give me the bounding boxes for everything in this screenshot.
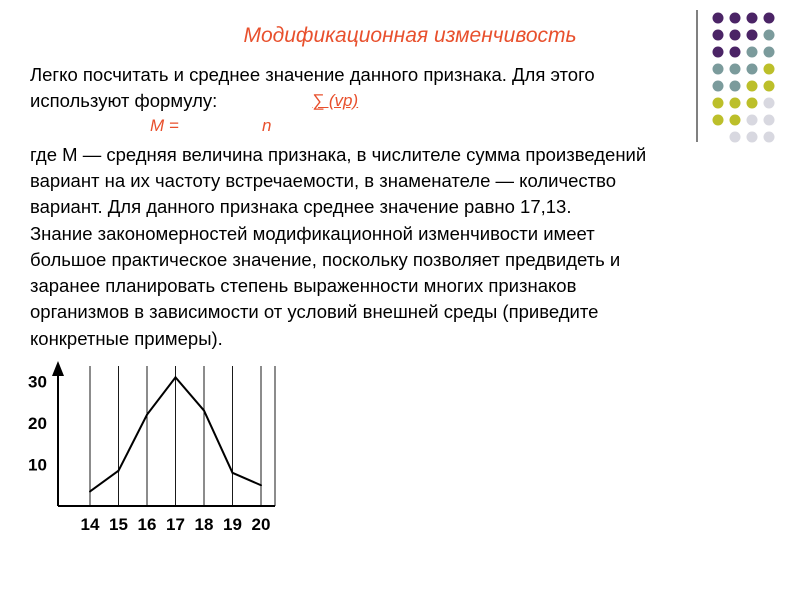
x-tick-label-18: 18 <box>194 515 214 534</box>
data-point-14 <box>89 490 91 492</box>
text-line-9: организмов в зависимости от условий внешней среды (приведите <box>30 301 599 322</box>
x-tick-label-20: 20 <box>251 515 271 534</box>
y-tick-label-20: 20 <box>28 414 47 433</box>
formula-lhs: M = <box>150 116 179 135</box>
y-tick-label-10: 10 <box>28 455 47 475</box>
formula-numerator: ∑ (vp) <box>312 91 359 110</box>
slide-title: Модификационная изменчивость <box>243 24 577 47</box>
text-line-8: заранее планировать степень выраженности многих признаков <box>30 275 577 296</box>
data-point-18 <box>203 410 205 412</box>
text-line-10: конкретные примеры). <box>30 328 223 349</box>
text-line-7: большое практическое значение, поскольку позволяет предвидеть и <box>30 249 621 270</box>
y-tick-label-30: 30 <box>28 372 47 392</box>
data-point-19 <box>232 472 234 474</box>
text-line-5: вариант. Для данного признака среднее значение равно 17,13. <box>30 196 572 217</box>
text-line-6: Знание закономерностей модификационной изменчивости имеет <box>30 223 595 244</box>
x-tick-label-14: 14 <box>80 515 100 534</box>
data-point-16 <box>146 414 148 416</box>
data-point-17 <box>175 376 177 378</box>
text-line-2: используют формулу: <box>30 90 218 111</box>
text-line-4: вариант на их частоту встречаемости, в знаменателе — количество <box>30 170 617 191</box>
x-tick-label-17: 17 <box>166 515 185 534</box>
data-point-20 <box>260 484 262 486</box>
text-line-1: Легко посчитать и среднее значение данного признака. Для этого <box>30 64 595 85</box>
formula-denominator: n <box>262 116 272 135</box>
data-point-15 <box>118 470 120 472</box>
text-line-3: где M — средняя величина признака, в числителе сумма произведений <box>30 144 647 165</box>
x-tick-label-16: 16 <box>137 515 157 534</box>
x-tick-label-19: 19 <box>223 515 242 534</box>
x-tick-label-15: 15 <box>109 515 128 534</box>
y-axis-arrow <box>52 361 64 376</box>
